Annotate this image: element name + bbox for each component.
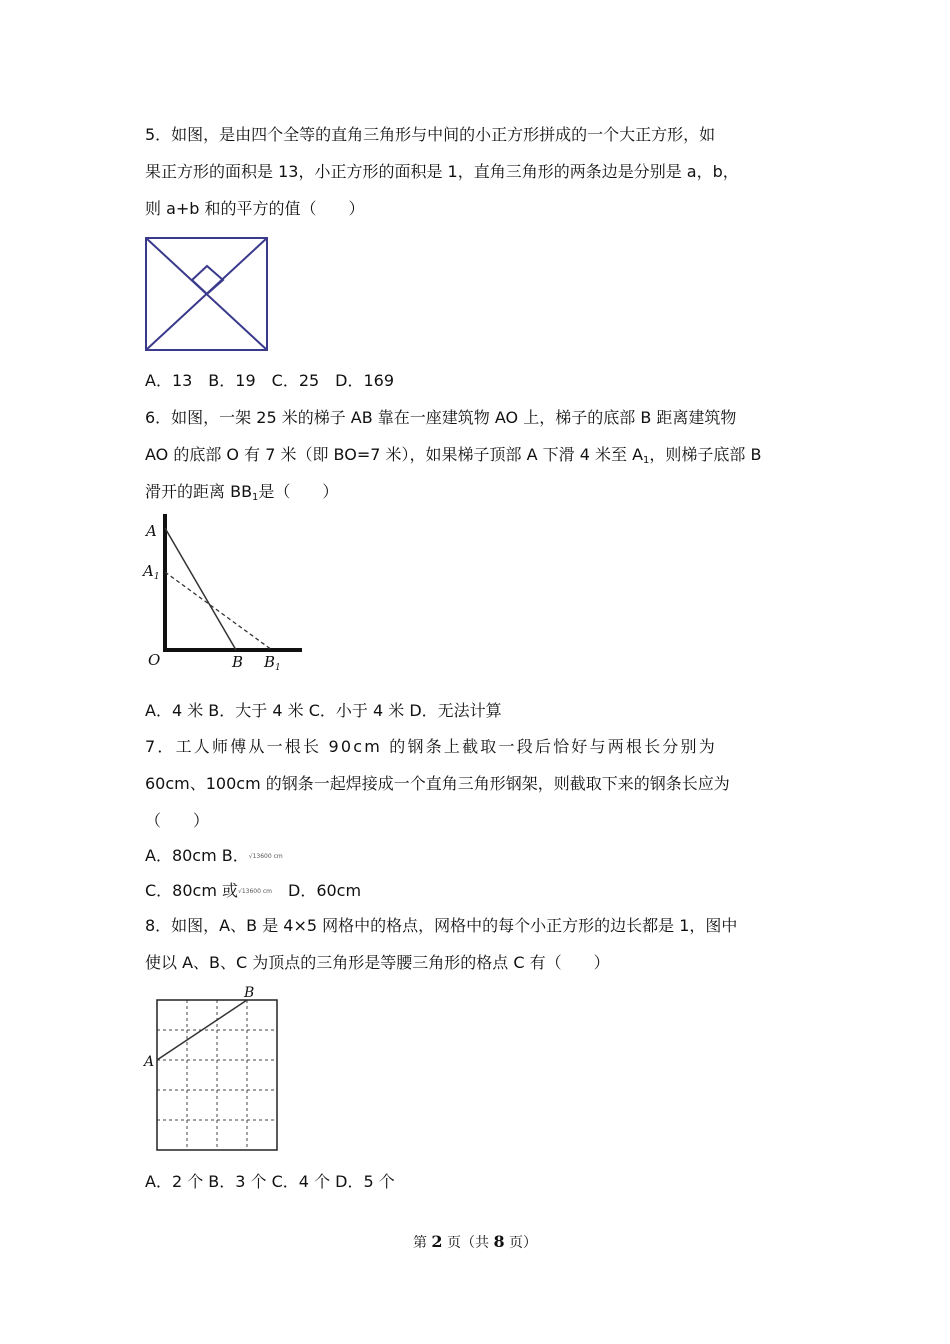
q5-options: A．13 B．19 C．25 D．169 <box>145 371 395 390</box>
q6-label-o: O <box>148 651 161 669</box>
q5-line-2: 果正方形的面积是 13，小正方形的面积是 1，直角三角形的两条边是分别是 a，b， <box>145 162 739 181</box>
q5-figure-square <box>144 236 270 354</box>
q6-line-2: AO 的底部 O 有 7 米（即 BO=7 米），如果梯子顶部 A 下滑 4 米至 $A_1$，则梯子底部 B <box>145 445 762 466</box>
q6-label-b: B <box>232 653 244 671</box>
q8-label-b: B <box>244 985 255 1001</box>
q6-label-a: A <box>146 522 157 540</box>
q5-line-1: 5．如图，是由四个全等的直角三角形与中间的小正方形拼成的一个大正方形，如 <box>145 125 716 144</box>
q6-label-a1: $A_1$ <box>143 562 160 582</box>
q7-sqrt-image: √13600 cm <box>248 853 283 860</box>
q8-line-1: 8．如图，A、B 是 4×5 网格中的格点，网格中的每个小正方形的边长都是 1，图中 <box>145 916 738 935</box>
q7-options-ab: A．80cm B．√13600 cm <box>145 846 283 865</box>
q7-options-cd: C．80cm 或√13600 cm D．60cm <box>145 881 362 900</box>
q6-options: A．4 米 B．大于 4 米 C．小于 4 米 D．无法计算 <box>145 701 502 720</box>
q8-options: A．2 个 B．3 个 C．4 个 D．5 个 <box>145 1172 395 1191</box>
q5-line-3: 则 a+b 和的平方的值（ ） <box>145 199 365 218</box>
q6-label-b1: $B_1$ <box>264 653 281 673</box>
q6-figure-ladder <box>140 510 310 675</box>
q7-line-1: 7．工人师傅从一根长 90cm 的钢条上截取一段后恰好与两根长分别为 <box>145 737 717 756</box>
q7-line-2: 60cm、100cm 的钢条一起焊接成一个直角三角形钢架，则截取下来的钢条长应为 <box>145 774 730 793</box>
page-footer: 第 2 页（共 8 页） <box>412 1232 538 1251</box>
q7-sqrt-image-c: √13600 cm <box>238 888 272 895</box>
q6-line-1: 6．如图，一架 25 米的梯子 AB 靠在一座建筑物 AO 上，梯子的底部 B 距离建筑物 <box>145 408 737 427</box>
q8-label-a: A <box>144 1054 155 1070</box>
q8-figure-grid <box>140 984 285 1156</box>
q6-line-3: 滑开的距离 $BB_1$是（ ） <box>145 482 339 503</box>
q8-line-2: 使以 A、B、C 为顶点的三角形是等腰三角形的格点 C 有（ ） <box>145 953 610 972</box>
q7-line-3: （ ） <box>145 811 210 830</box>
